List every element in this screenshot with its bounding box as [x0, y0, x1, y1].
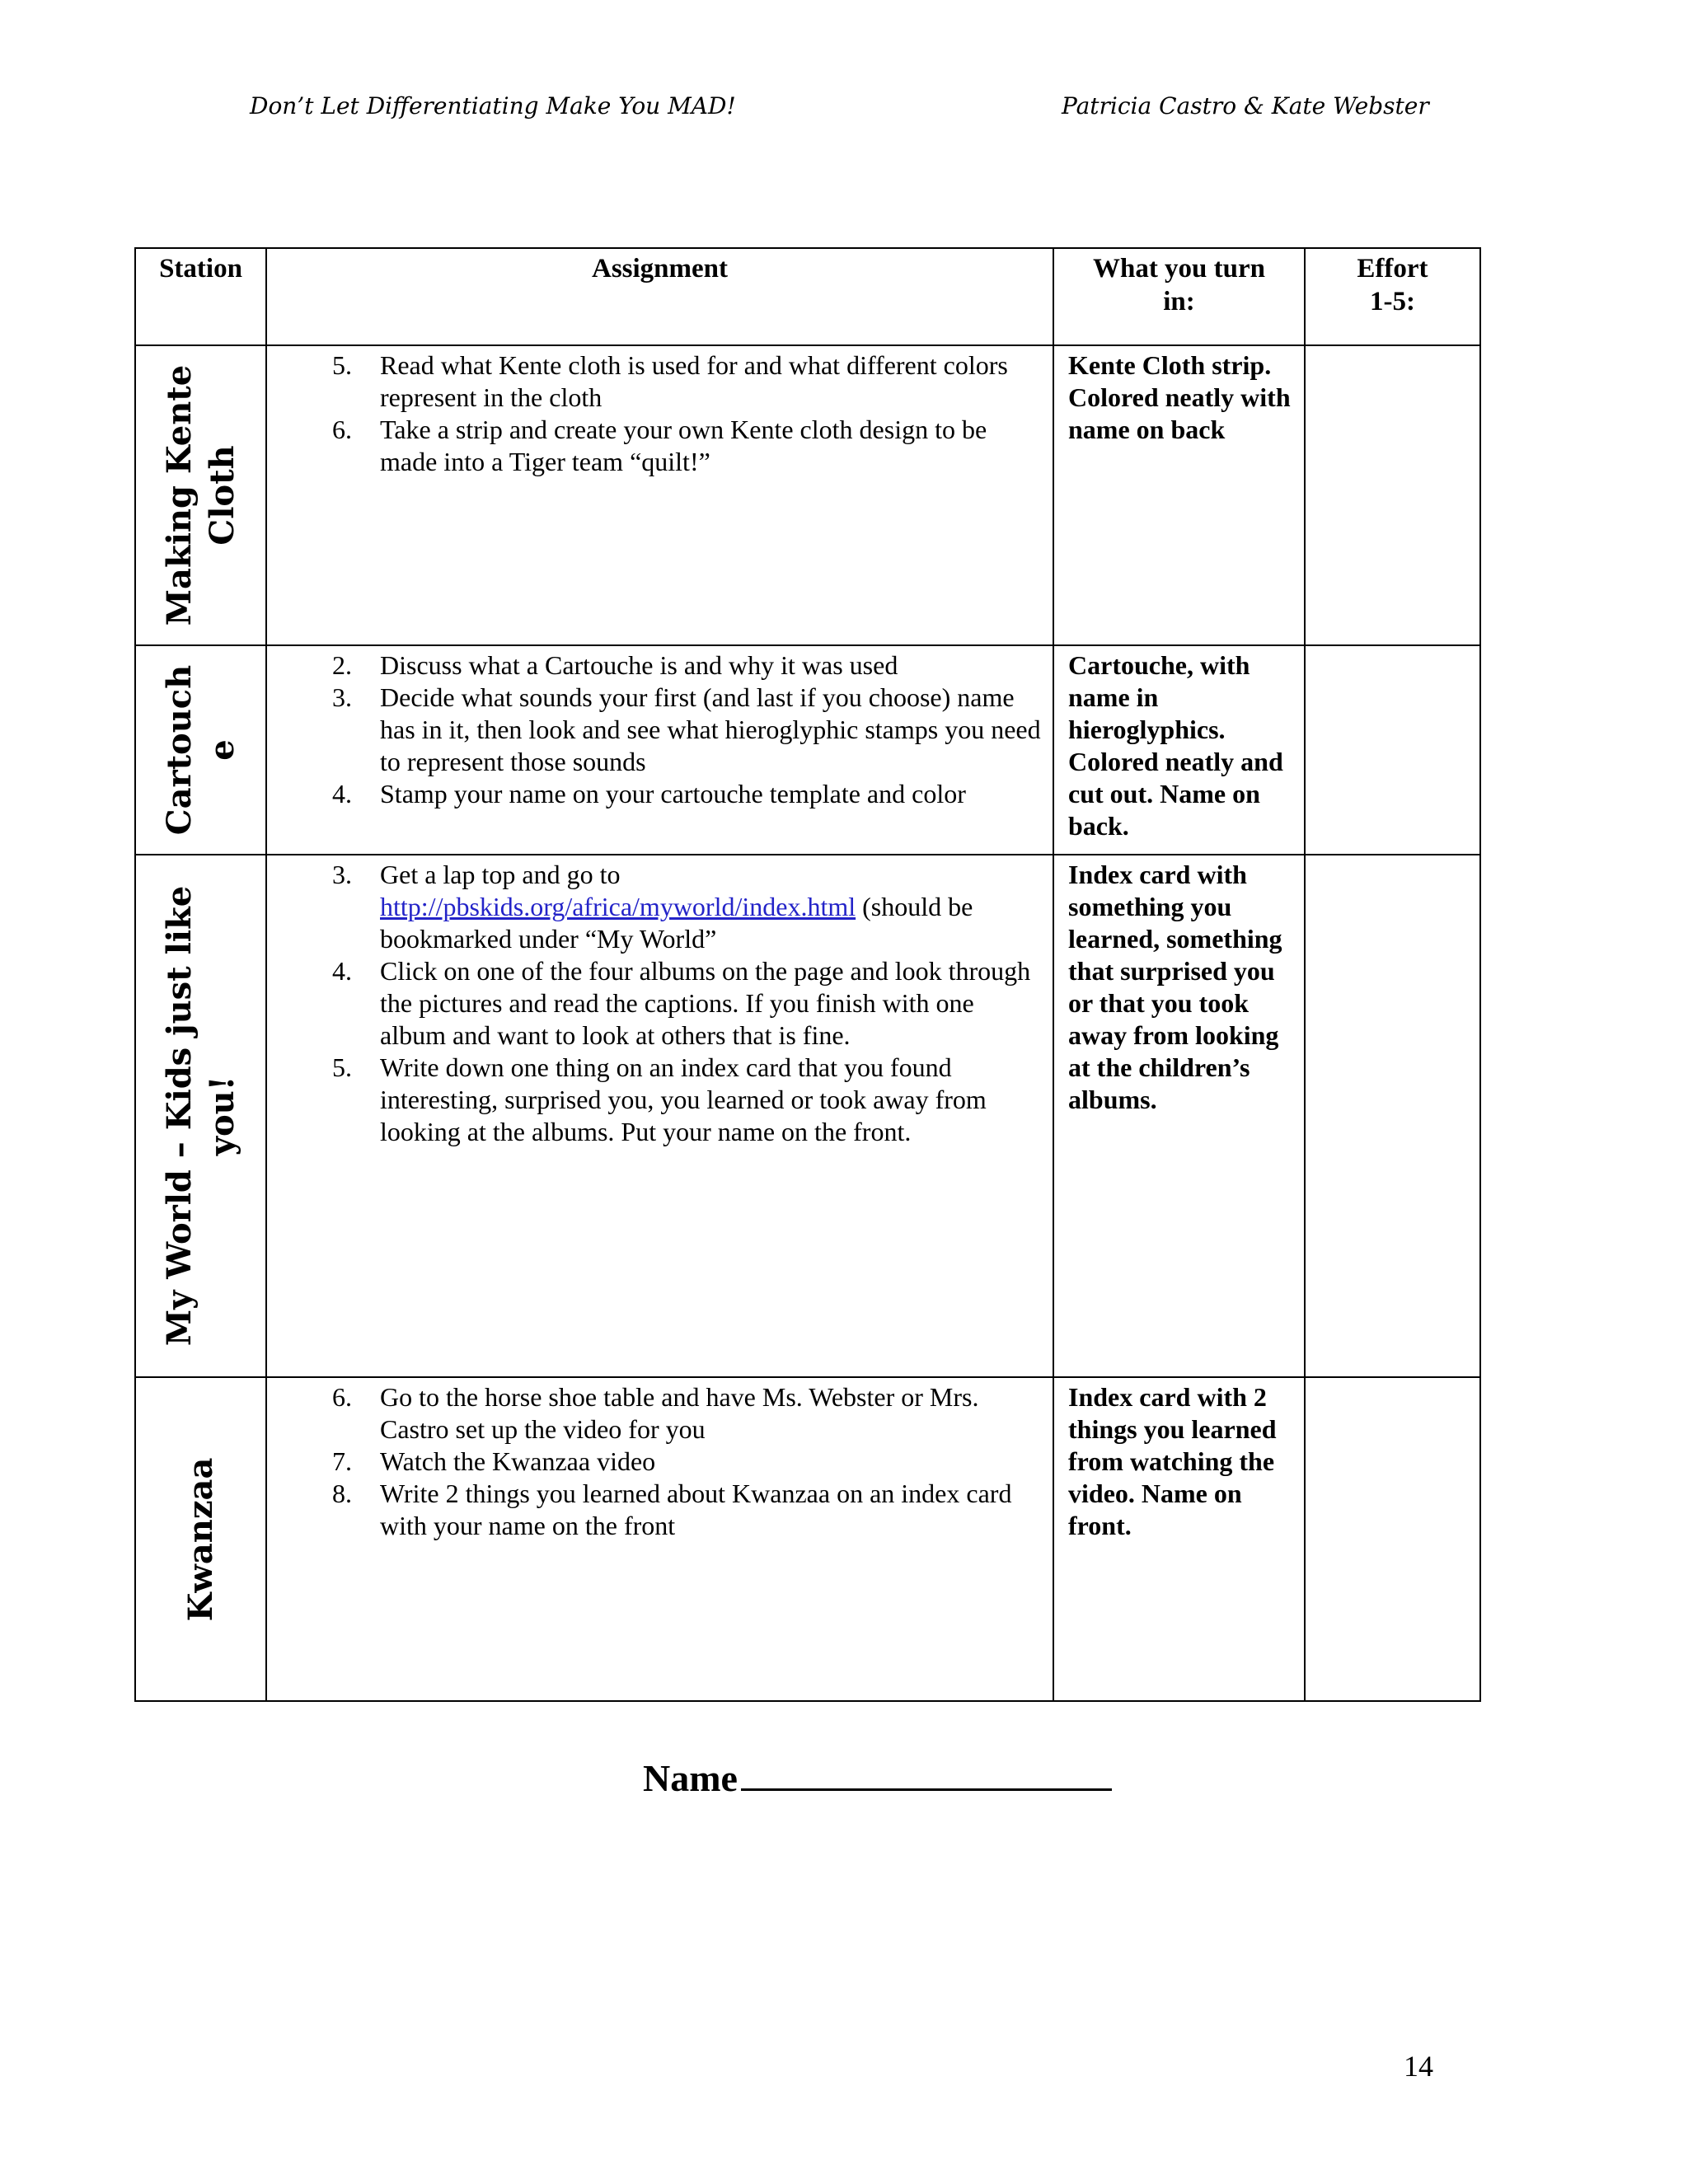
table-row — [135, 1377, 1480, 1701]
stations-table — [134, 247, 1481, 1702]
list-item: 6. Go to the horse shoe table and have Ms. Webster or Mrs. Castro set up the video for you — [332, 1382, 979, 1444]
name-blank[interactable] — [741, 1752, 1112, 1791]
task-list — [267, 349, 1053, 478]
header-authors: Patricia Castro & Kate Webster — [1062, 92, 1429, 120]
effort-cell[interactable] — [1305, 345, 1480, 645]
page-number: 14 — [1404, 2050, 1433, 2083]
column-header-station: Station — [135, 248, 266, 345]
task-list — [267, 1381, 1053, 1542]
list-item: 4. Click on one of the four albums on the page and look through the pictures and read the captions. If you finish with one album and want to look at others that is fine. — [332, 956, 1031, 1050]
task-list — [267, 859, 1053, 1148]
assignment-cell — [266, 855, 1053, 1377]
list-item: 4. Stamp your name on your cartouche template and color — [332, 779, 966, 808]
list-item: 8. Write 2 things you learned about Kwanzaa on an index card with your name on the front — [332, 1479, 1012, 1540]
station-label: Making Kente Cloth — [159, 364, 241, 626]
effort-cell[interactable] — [1305, 645, 1480, 855]
table-header-row — [135, 248, 1480, 345]
assignment-cell — [266, 345, 1053, 645]
column-header-effort: Effort 1-5: — [1305, 248, 1480, 345]
assignment-cell — [266, 645, 1053, 855]
station-cell — [135, 855, 266, 1377]
list-item: 6. Take a strip and create your own Kente cloth design to be made into a Tiger team “quilt!” — [332, 415, 987, 476]
station-cell — [135, 1377, 266, 1701]
effort-cell[interactable] — [1305, 855, 1480, 1377]
list-item: 2. Discuss what a Cartouche is and why it was used — [332, 650, 898, 680]
effort-cell[interactable] — [1305, 1377, 1480, 1701]
station-label: Cartouch e — [159, 664, 241, 836]
turn-in-cell: Cartouche, with name in hieroglyphics. Colored neatly and cut out. Name on back. — [1053, 645, 1305, 855]
task-list — [267, 649, 1053, 810]
turn-in-cell: Index card with something you learned, something that surprised you or that you took away from looking at the children’s albums. — [1053, 855, 1305, 1377]
column-header-assignment: Assignment — [266, 248, 1053, 345]
station-label: Kwanzaa — [181, 1457, 220, 1621]
table-row — [135, 345, 1480, 645]
station-cell — [135, 345, 266, 645]
list-item: 3. Get a lap top and go to http://pbskids.org/africa/myworld/index.html (should be bookmarked under “My World” — [332, 860, 973, 954]
list-item: 3. Decide what sounds your first (and last if you choose) name has in it, then look and see what hieroglyphic stamps you need to represent those sounds — [332, 682, 1041, 776]
table-row — [135, 645, 1480, 855]
page-header — [0, 92, 1688, 134]
turn-in-cell: Kente Cloth strip. Colored neatly with name on back — [1053, 345, 1305, 645]
list-item: 7. Watch the Kwanzaa video — [332, 1446, 656, 1476]
name-label: Name — [643, 1757, 738, 1799]
column-header-turn-in: What you turn in: — [1053, 248, 1305, 345]
station-label: My World – Kids just like you! — [159, 885, 241, 1347]
list-item: 5. Read what Kente cloth is used for and what different colors represent in the cloth — [332, 350, 1008, 412]
assignment-cell — [266, 1377, 1053, 1701]
station-cell — [135, 645, 266, 855]
pbskids-link[interactable]: http://pbskids.org/africa/myworld/index.html — [380, 892, 856, 921]
turn-in-cell: Index card with 2 things you learned from watching the video. Name on front. — [1053, 1377, 1305, 1701]
table-row — [135, 855, 1480, 1377]
header-title: Don’t Let Differentiating Make You MAD! — [250, 92, 736, 120]
list-item: 5. Write down one thing on an index card that you found interesting, surprised you, you learned or took away from looking at the albums. Put your name on the front. — [332, 1052, 987, 1146]
name-field — [643, 1752, 1112, 1800]
